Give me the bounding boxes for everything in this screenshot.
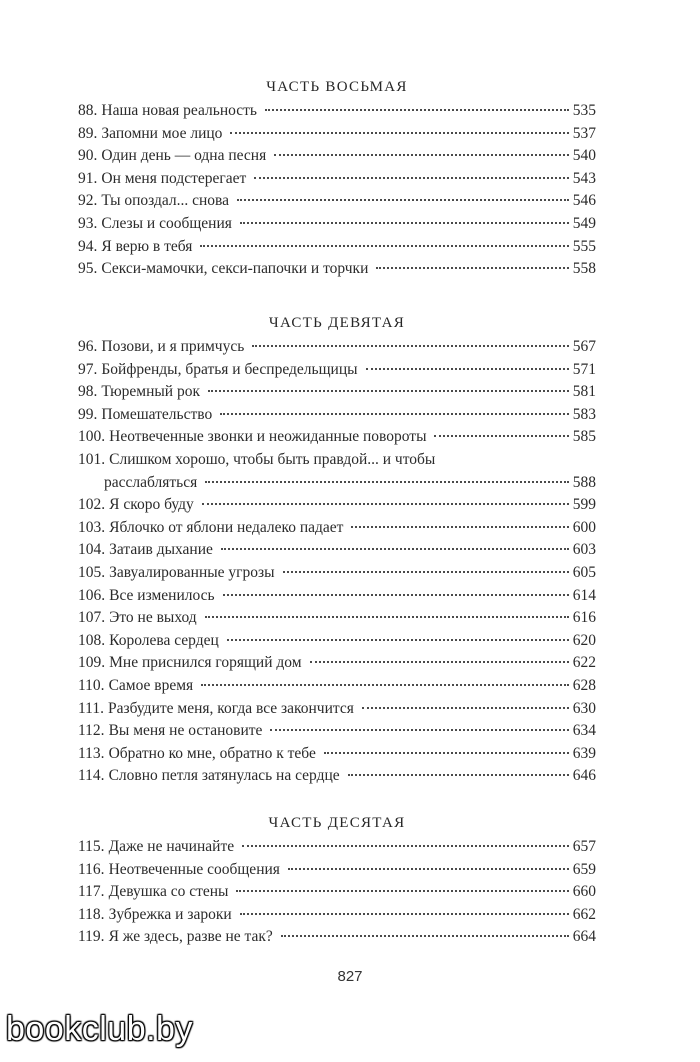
chapter-title: Девушка со стены <box>108 883 229 901</box>
dot-leader <box>227 639 569 641</box>
chapter-title: Зубрежка и зароки <box>108 905 232 923</box>
toc-entry <box>78 258 596 281</box>
chapter-title: Все изменилось <box>109 586 215 604</box>
chapter-number: 111. <box>78 699 104 717</box>
chapter-page-number: 546 <box>572 192 596 210</box>
chapter-title: Это не выход <box>109 609 197 627</box>
chapter-title-continued: расслабляться <box>104 473 198 491</box>
dot-leader <box>230 132 568 134</box>
chapter-number: 110. <box>78 676 105 694</box>
chapter-page-number: 616 <box>572 609 596 627</box>
chapter-number: 109. <box>78 654 106 672</box>
chapter-title: Обратно ко мне, обратно к тебе <box>108 744 316 762</box>
watermark-logo: bookclub.by <box>6 1010 193 1048</box>
chapter-page-number: 628 <box>572 676 596 694</box>
dot-leader <box>240 913 569 915</box>
chapter-number: 119. <box>78 928 105 946</box>
toc-section-part-eight <box>78 76 596 281</box>
chapter-title: Слезы и сообщения <box>101 214 232 232</box>
toc-list <box>78 100 596 281</box>
chapter-title: Ты опоздал... снова <box>101 192 230 210</box>
toc-entry <box>78 236 596 259</box>
chapter-title: Неотвеченные звонки и неожиданные повороты <box>109 428 427 446</box>
section-heading: ЧАСТЬ ДЕВЯТАЯ <box>268 315 406 331</box>
toc-entry-line <box>78 472 596 495</box>
chapter-page-number: 664 <box>572 928 596 946</box>
chapter-page-number: 535 <box>572 102 596 119</box>
chapter-page-number: 537 <box>572 124 596 142</box>
chapter-page-number: 605 <box>572 563 596 581</box>
toc-list <box>78 836 596 949</box>
chapter-title: Позови, и я примчусь <box>101 338 245 355</box>
chapter-page-number: 659 <box>572 860 596 878</box>
dot-leader <box>221 548 569 550</box>
chapter-title: Словно петля затянулась на сердце <box>108 767 340 785</box>
dot-leader <box>242 845 569 847</box>
dot-leader <box>270 729 568 731</box>
chapter-number: 99. <box>78 405 98 423</box>
toc-section-part-ten <box>78 812 596 949</box>
chapter-page-number: 603 <box>572 541 596 559</box>
chapter-title: Бойфренды, братья и беспредельщицы <box>101 360 358 378</box>
toc-entry <box>78 904 596 927</box>
toc-entry <box>78 836 596 859</box>
chapter-number: 92. <box>78 192 98 210</box>
dot-leader <box>254 177 568 179</box>
dot-leader <box>288 868 569 870</box>
section-heading: ЧАСТЬ ДЕСЯТАЯ <box>268 815 406 831</box>
toc-entry <box>78 859 596 882</box>
chapter-page-number: 614 <box>572 586 596 604</box>
dot-leader <box>281 935 569 937</box>
toc-entry <box>78 404 596 427</box>
chapter-page-number: 599 <box>572 496 596 514</box>
dot-leader <box>376 267 568 269</box>
dot-leader <box>252 345 568 347</box>
chapter-number: 116. <box>78 860 105 878</box>
chapter-page-number: 657 <box>572 838 596 855</box>
dot-leader <box>351 526 568 528</box>
chapter-number: 96. <box>78 338 98 355</box>
dot-leader <box>220 413 569 415</box>
chapter-page-number: 583 <box>572 405 596 423</box>
chapter-title: Даже не начинайте <box>108 838 235 855</box>
dot-leader <box>240 222 569 224</box>
chapter-title: Завуалированные угрозы <box>109 563 275 581</box>
chapter-page-number: 662 <box>572 905 596 923</box>
dot-leader <box>237 199 569 201</box>
chapter-title: Разбудите меня, когда все закончится <box>107 699 354 717</box>
chapter-number: 102. <box>78 496 106 514</box>
dot-leader <box>208 390 569 392</box>
toc-entry <box>78 168 596 191</box>
chapter-title: Затаив дыхание <box>109 541 213 559</box>
dot-leader <box>324 752 569 754</box>
chapter-page-number: 588 <box>572 473 596 491</box>
chapter-number: 118. <box>78 905 105 923</box>
chapter-number: 103. <box>78 518 106 536</box>
section-heading: ЧАСТЬ ВОСЬМАЯ <box>266 79 408 95</box>
chapter-number: 105. <box>78 563 106 581</box>
toc-entry <box>78 585 596 608</box>
chapter-page-number: 558 <box>572 260 596 278</box>
chapter-number: 117. <box>78 883 105 901</box>
chapter-title: Я верю в тебя <box>101 237 193 255</box>
chapter-number: 90. <box>78 147 98 165</box>
chapter-number: 108. <box>78 631 106 649</box>
chapter-title: Наша новая реальность <box>101 102 257 119</box>
chapter-number: 100. <box>78 428 106 446</box>
chapter-number: 107. <box>78 609 106 627</box>
chapter-title: Яблочко от яблони недалеко падает <box>109 518 344 536</box>
toc-entry <box>78 100 596 123</box>
dot-leader <box>310 661 569 663</box>
chapter-page-number: 634 <box>572 722 596 740</box>
chapter-title: Мне приснился горящий дом <box>109 654 302 672</box>
toc-entry <box>78 449 596 494</box>
chapter-page-number: 622 <box>572 654 596 672</box>
page-number: 827 <box>337 968 363 985</box>
chapter-title: Я скоро буду <box>109 496 194 514</box>
dot-leader <box>265 109 569 111</box>
dot-leader <box>202 503 569 505</box>
toc-entry <box>78 190 596 213</box>
chapter-page-number: 585 <box>572 428 596 446</box>
toc-entry-line <box>78 449 596 472</box>
chapter-page-number: 600 <box>572 518 596 536</box>
toc-entry <box>78 336 596 359</box>
dot-leader <box>348 774 569 776</box>
chapter-page-number: 549 <box>572 214 596 232</box>
chapter-page-number: 540 <box>572 147 596 165</box>
chapter-title: Один день — одна песня <box>101 147 267 165</box>
chapter-title: Секси-мамочки, секси-папочки и торчки <box>101 260 369 278</box>
chapter-page-number: 620 <box>572 631 596 649</box>
chapter-number: 104. <box>78 541 106 559</box>
chapter-title: Я же здесь, разве не так? <box>108 928 273 946</box>
toc-entry <box>78 630 596 653</box>
chapter-page-number: 571 <box>572 360 596 378</box>
toc-entry <box>78 881 596 904</box>
chapter-page-number: 630 <box>572 699 596 717</box>
dot-leader <box>274 154 569 156</box>
chapter-title: Тюремный рок <box>101 383 200 401</box>
chapter-page-number: 555 <box>572 237 596 255</box>
dot-leader <box>205 616 569 618</box>
dot-leader <box>366 368 569 370</box>
toc-entry <box>78 926 596 949</box>
toc-entry <box>78 698 596 721</box>
chapter-number: 94. <box>78 237 98 255</box>
chapter-title: Запомни мое лицо <box>101 124 223 142</box>
chapter-number: 95. <box>78 260 98 278</box>
toc-entry <box>78 145 596 168</box>
toc-entry <box>78 562 596 585</box>
chapter-title: Неотвеченные сообщения <box>108 860 280 878</box>
toc-entry <box>78 720 596 743</box>
chapter-number: 115. <box>78 838 105 855</box>
toc-entry <box>78 765 596 788</box>
chapter-title: Самое время <box>108 676 194 694</box>
dot-leader <box>236 890 568 892</box>
toc-entry <box>78 607 596 630</box>
toc-entry <box>78 743 596 766</box>
toc-entry <box>78 675 596 698</box>
chapter-number: 93. <box>78 214 98 232</box>
toc-section-part-nine <box>78 312 596 788</box>
toc-entry <box>78 426 596 449</box>
dot-leader <box>283 571 569 573</box>
chapter-number: 88. <box>78 102 98 119</box>
chapter-title: Королева сердец <box>109 631 219 649</box>
chapter-title: Помешательство <box>101 405 213 423</box>
chapter-number: 98. <box>78 383 98 401</box>
chapter-number: 114. <box>78 767 105 785</box>
chapter-page-number: 639 <box>572 744 596 762</box>
dot-leader <box>362 707 569 709</box>
chapter-title: Он меня подстерегает <box>101 169 247 187</box>
chapter-number: 89. <box>78 124 98 142</box>
toc-entry <box>78 494 596 517</box>
chapter-number: 106. <box>78 586 106 604</box>
chapter-page-number: 646 <box>572 767 596 785</box>
dot-leader <box>201 684 569 686</box>
toc-entry <box>78 359 596 382</box>
toc-entry <box>78 652 596 675</box>
toc-entry <box>78 213 596 236</box>
chapter-title: Слишком хорошо, чтобы быть правдой... и чтобы <box>109 450 436 468</box>
chapter-page-number: 543 <box>572 169 596 187</box>
chapter-title: Вы меня не остановите <box>108 722 263 740</box>
toc-entry <box>78 517 596 540</box>
toc-entry <box>78 539 596 562</box>
dot-leader <box>434 435 568 437</box>
chapter-number: 101. <box>78 450 106 468</box>
chapter-number: 97. <box>78 360 98 378</box>
chapter-number: 91. <box>78 169 98 187</box>
toc-list <box>78 336 596 788</box>
dot-leader <box>223 594 569 596</box>
dot-leader <box>200 245 568 247</box>
dot-leader <box>205 481 569 483</box>
chapter-page-number: 660 <box>572 883 596 901</box>
chapter-number: 112. <box>78 722 105 740</box>
chapter-page-number: 581 <box>572 383 596 401</box>
toc-entry <box>78 123 596 146</box>
toc-entry <box>78 381 596 404</box>
chapter-page-number: 567 <box>572 338 596 355</box>
chapter-number: 113. <box>78 744 105 762</box>
